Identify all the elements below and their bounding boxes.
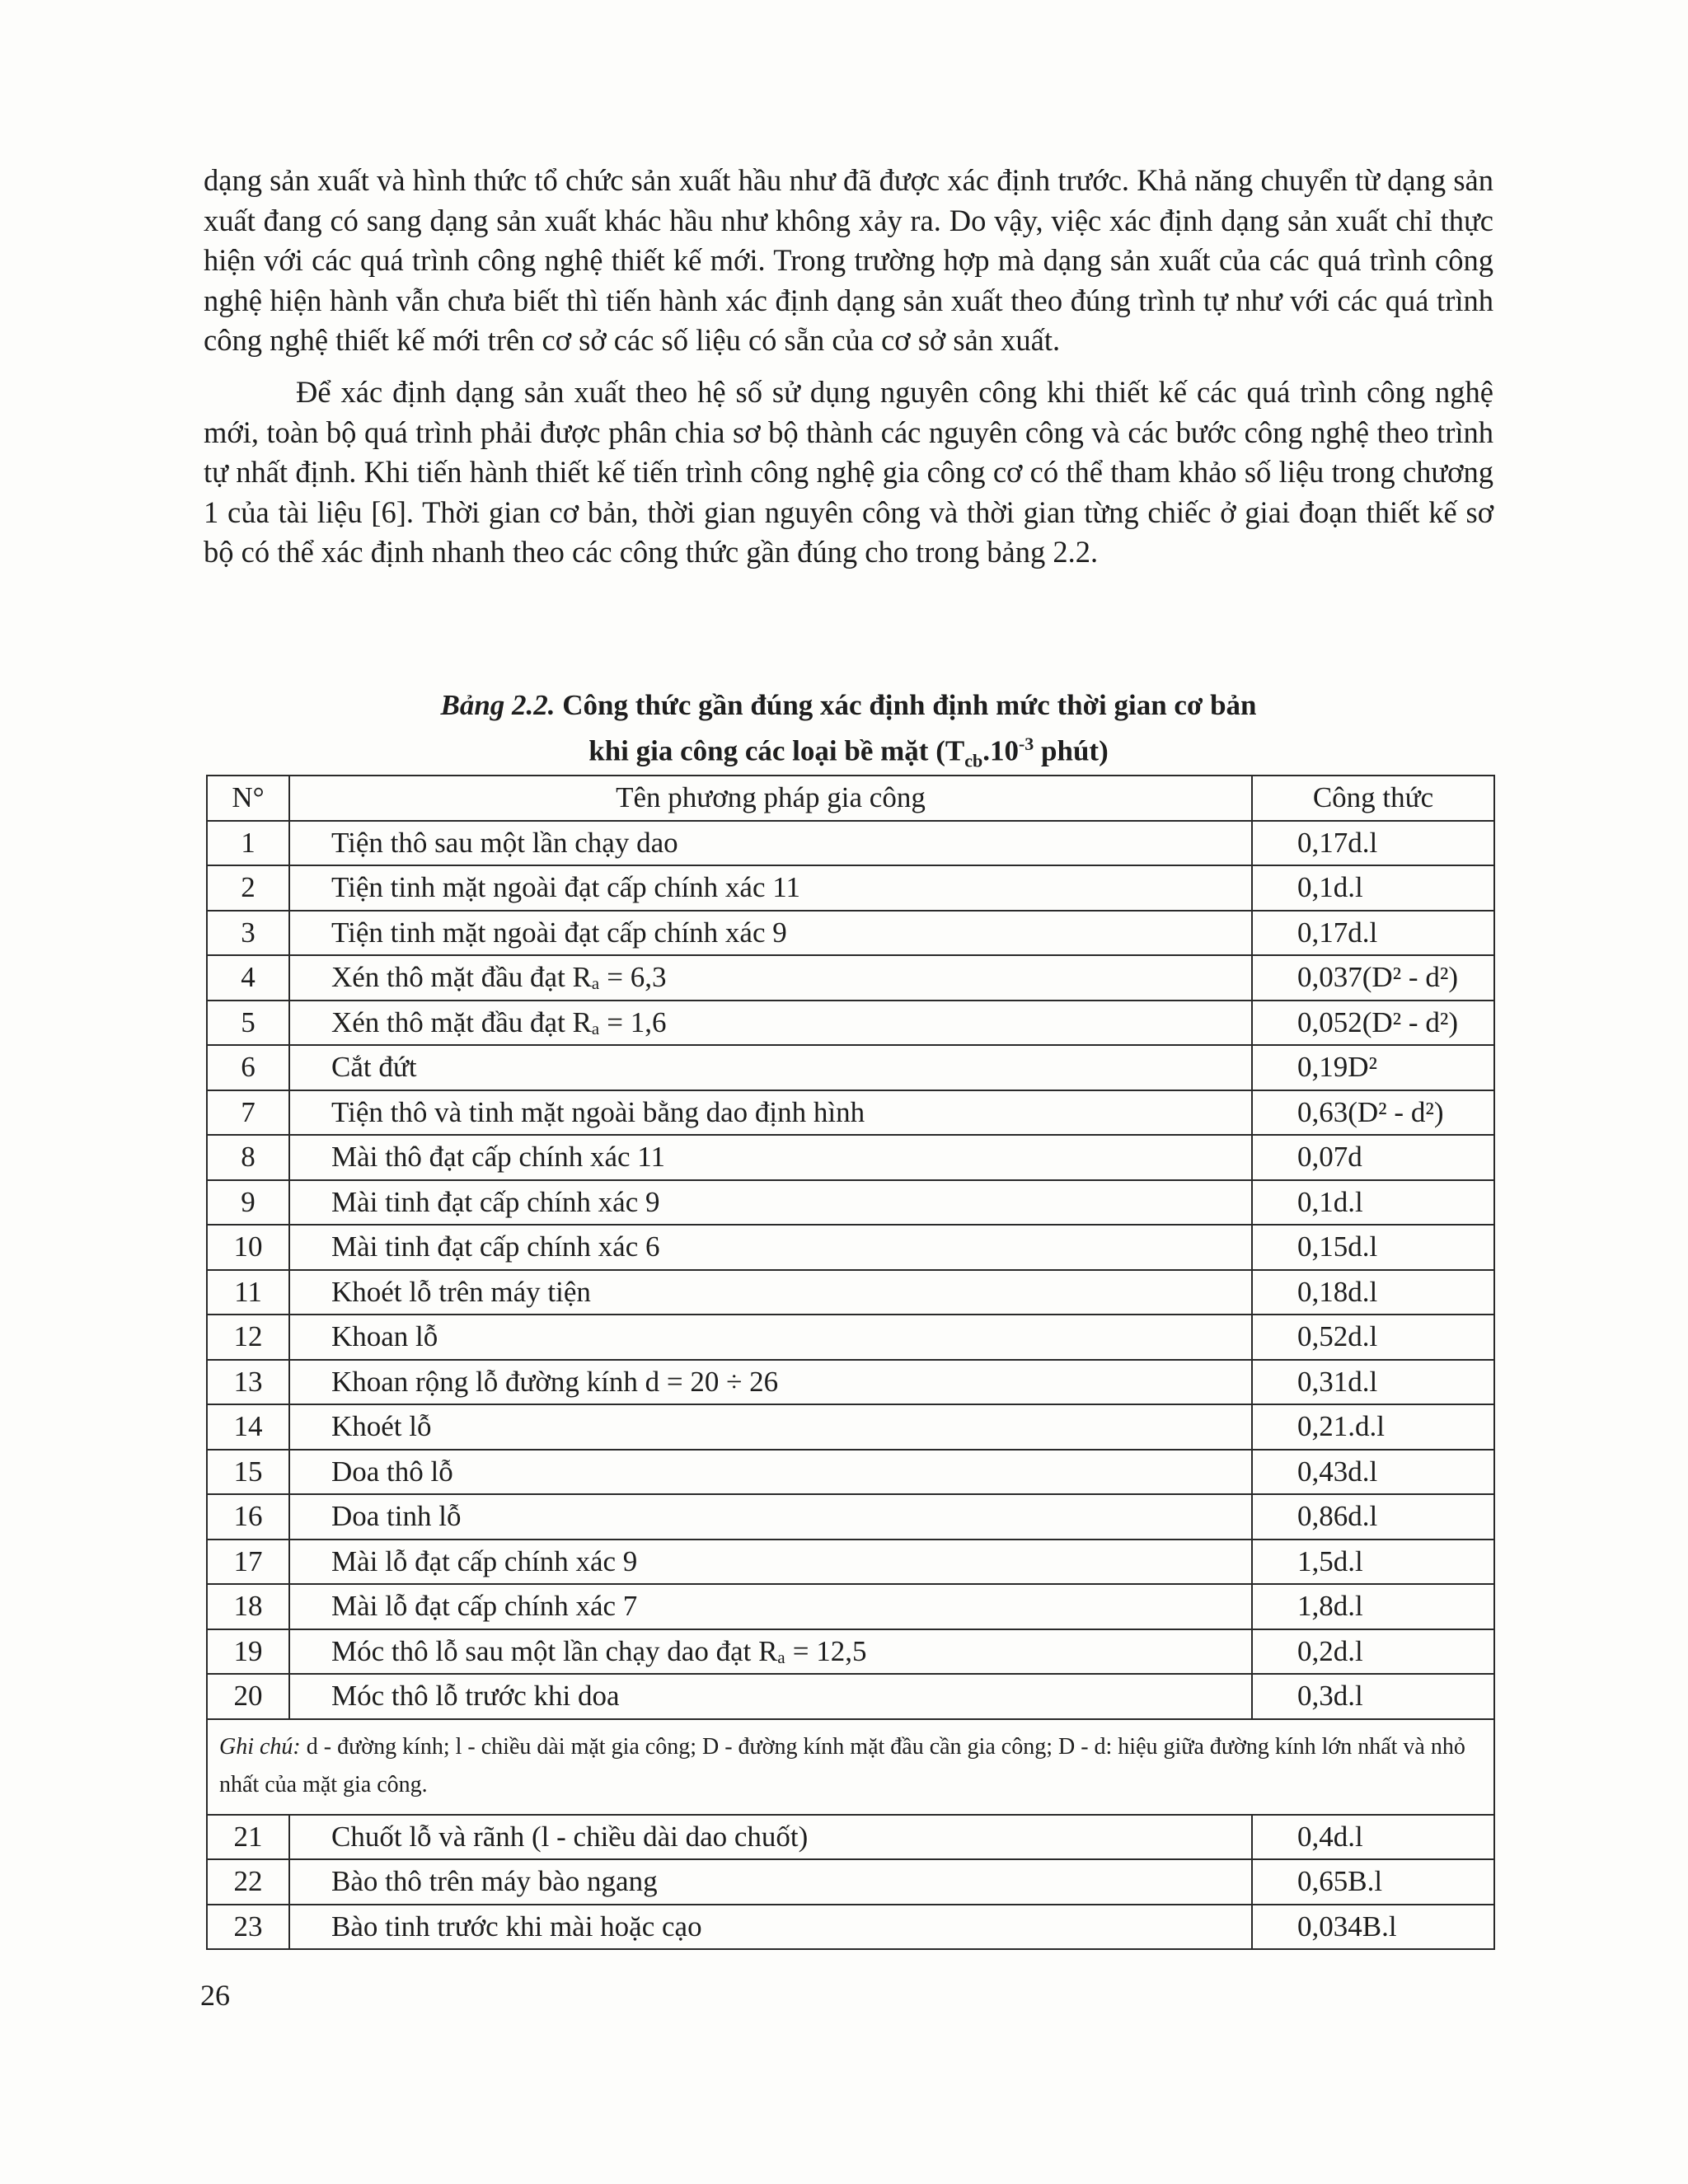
caption-title-2-pre: khi gia công các loại bề mặt (T bbox=[588, 734, 965, 767]
row-method: Tiện thô và tinh mặt ngoài bằng dao định hình bbox=[289, 1090, 1252, 1136]
row-number: 20 bbox=[207, 1674, 289, 1719]
table-row bbox=[207, 1270, 1494, 1315]
formula-table-container bbox=[206, 775, 1493, 1950]
row-number: 6 bbox=[207, 1045, 289, 1090]
row-method: Khoan lỗ bbox=[289, 1315, 1252, 1360]
note-text: d - đường kính; l - chiều dài mặt gia công; D - đường kính mặt đầu cần gia công; D - d: hiệu giữa đường kính lớn nhất và nhỏ nhất của mặt gia công. bbox=[219, 1733, 1465, 1797]
header-name: Tên phương pháp gia công bbox=[289, 776, 1252, 821]
table-row bbox=[207, 1315, 1494, 1360]
row-method: Khoan rộng lỗ đường kính d = 20 ÷ 26 bbox=[289, 1360, 1252, 1405]
row-number: 23 bbox=[207, 1905, 289, 1950]
row-method: Doa thô lỗ bbox=[289, 1450, 1252, 1495]
table-row bbox=[207, 1540, 1494, 1585]
table-row bbox=[207, 955, 1494, 1001]
row-method: Xén thô mặt đầu đạt Rₐ = 1,6 bbox=[289, 1001, 1252, 1046]
header-no: N° bbox=[207, 776, 289, 821]
row-method: Bào thô trên máy bào ngang bbox=[289, 1859, 1252, 1905]
row-formula: 0,86d.l bbox=[1252, 1494, 1494, 1540]
row-formula: 1,5d.l bbox=[1252, 1540, 1494, 1585]
row-formula: 0,3d.l bbox=[1252, 1674, 1494, 1719]
row-method: Tiện tinh mặt ngoài đạt cấp chính xác 11 bbox=[289, 865, 1252, 911]
row-formula: 0,19D² bbox=[1252, 1045, 1494, 1090]
row-formula: 0,18d.l bbox=[1252, 1270, 1494, 1315]
page-number: 26 bbox=[200, 1979, 230, 2012]
row-formula: 0,052(D² - d²) bbox=[1252, 1001, 1494, 1046]
row-number: 1 bbox=[207, 821, 289, 866]
row-formula: 0,17d.l bbox=[1252, 911, 1494, 956]
row-formula: 0,4d.l bbox=[1252, 1815, 1494, 1860]
row-formula: 0,037(D² - d²) bbox=[1252, 955, 1494, 1001]
row-number: 21 bbox=[207, 1815, 289, 1860]
row-formula: 0,31d.l bbox=[1252, 1360, 1494, 1405]
row-number: 5 bbox=[207, 1001, 289, 1046]
paragraph-2: Để xác định dạng sản xuất theo hệ số sử dụng nguyên công khi thiết kế các quá trình công nghệ mới, toàn bộ quá trình phải được phân chia sơ bộ thành các nguyên công và các bước công nghệ theo trình tự nhất định. Khi tiến hành thiết kế tiến trình công nghệ gia công cơ có thể tham khảo số liệu trong chương 1 của tài liệu [6]. Thời gian cơ bản, thời gian nguyên công và thời gian từng chiếc ở giai đoạn thiết kế sơ bộ có thể xác định nhanh theo các công thức gần đúng cho trong bảng 2.2. bbox=[204, 374, 1493, 569]
row-number: 15 bbox=[207, 1450, 289, 1495]
row-number: 3 bbox=[207, 911, 289, 956]
table-row bbox=[207, 1090, 1494, 1136]
caption-superscript: -3 bbox=[1018, 733, 1034, 754]
caption-subscript: cb bbox=[964, 750, 983, 771]
row-number: 4 bbox=[207, 955, 289, 1001]
row-method: Móc thô lỗ trước khi doa bbox=[289, 1674, 1252, 1719]
row-number: 16 bbox=[207, 1494, 289, 1540]
row-number: 7 bbox=[207, 1090, 289, 1136]
row-method: Doa tinh lỗ bbox=[289, 1494, 1252, 1540]
row-method: Khoét lỗ trên máy tiện bbox=[289, 1270, 1252, 1315]
table-row bbox=[207, 1135, 1494, 1180]
table-row bbox=[207, 1905, 1494, 1950]
row-method: Mài tinh đạt cấp chính xác 9 bbox=[289, 1180, 1252, 1226]
row-number: 10 bbox=[207, 1225, 289, 1270]
row-method: Tiện thô sau một lần chạy dao bbox=[289, 821, 1252, 866]
row-method: Bào tinh trước khi mài hoặc cạo bbox=[289, 1905, 1252, 1950]
table-row bbox=[207, 1584, 1494, 1629]
row-formula: 1,8d.l bbox=[1252, 1584, 1494, 1629]
formula-table bbox=[206, 775, 1495, 1950]
table-row bbox=[207, 1001, 1494, 1046]
table-row bbox=[207, 1674, 1494, 1719]
row-formula: 0,21.d.l bbox=[1252, 1404, 1494, 1450]
row-method: Móc thô lỗ sau một lần chạy dao đạt Rₐ = 12,5 bbox=[289, 1629, 1252, 1675]
row-formula: 0,52d.l bbox=[1252, 1315, 1494, 1360]
row-number: 14 bbox=[207, 1404, 289, 1450]
row-number: 11 bbox=[207, 1270, 289, 1315]
table-row bbox=[207, 911, 1494, 956]
row-method: Cắt đứt bbox=[289, 1045, 1252, 1090]
row-formula: 0,2d.l bbox=[1252, 1629, 1494, 1675]
row-formula: 0,07d bbox=[1252, 1135, 1494, 1180]
row-formula: 0,1d.l bbox=[1252, 865, 1494, 911]
caption-title-2-mid: .10 bbox=[982, 734, 1019, 767]
row-formula: 0,63(D² - d²) bbox=[1252, 1090, 1494, 1136]
note-label: Ghi chú: bbox=[219, 1733, 301, 1760]
table-caption bbox=[204, 686, 1493, 780]
row-formula: 0,1d.l bbox=[1252, 1180, 1494, 1226]
caption-line-1 bbox=[204, 686, 1493, 724]
table-header-row bbox=[207, 776, 1494, 821]
caption-number: Bảng 2.2. bbox=[440, 689, 556, 721]
caption-title-2-post: phút) bbox=[1034, 734, 1109, 767]
caption-title-1: Công thức gần đúng xác định định mức thời gian cơ bản bbox=[562, 689, 1257, 721]
row-number: 12 bbox=[207, 1315, 289, 1360]
caption-line-2 bbox=[204, 724, 1493, 780]
table-row bbox=[207, 865, 1494, 911]
table-row bbox=[207, 1450, 1494, 1495]
row-formula: 0,65B.l bbox=[1252, 1859, 1494, 1905]
row-method: Khoét lỗ bbox=[289, 1404, 1252, 1450]
paragraph-1: dạng sản xuất và hình thức tổ chức sản xuất hầu như đã được xác định trước. Khả năng chuyển từ dạng sản xuất đang có sang dạng sản xuất khác hầu như không xảy ra. Do vậy, việc xác định dạng sản xuất chỉ thực hiện với các quá trình công nghệ thiết kế mới. Trong trường hợp mà dạng sản xuất của các quá trình công nghệ hiện hành vẫn chưa biết thì tiến hành xác định dạng sản xuất theo đúng trình tự như với các quá trình công nghệ thiết kế mới trên cơ sở các số liệu có sẵn của cơ sở sản xuất. bbox=[204, 163, 1493, 358]
row-number: 8 bbox=[207, 1135, 289, 1180]
row-method: Mài lỗ đạt cấp chính xác 7 bbox=[289, 1584, 1252, 1629]
row-formula: 0,43d.l bbox=[1252, 1450, 1494, 1495]
table-row bbox=[207, 1815, 1494, 1860]
row-method: Mài tinh đạt cấp chính xác 6 bbox=[289, 1225, 1252, 1270]
table-note bbox=[207, 1719, 1494, 1815]
table-body bbox=[207, 821, 1494, 1950]
row-number: 9 bbox=[207, 1180, 289, 1226]
row-number: 19 bbox=[207, 1629, 289, 1675]
table-row bbox=[207, 821, 1494, 866]
row-number: 2 bbox=[207, 865, 289, 911]
row-number: 22 bbox=[207, 1859, 289, 1905]
row-number: 17 bbox=[207, 1540, 289, 1585]
header-formula: Công thức bbox=[1252, 776, 1494, 821]
row-method: Mài thô đạt cấp chính xác 11 bbox=[289, 1135, 1252, 1180]
table-row bbox=[207, 1180, 1494, 1226]
table-row bbox=[207, 1360, 1494, 1405]
body-text bbox=[204, 161, 1493, 584]
row-formula: 0,15d.l bbox=[1252, 1225, 1494, 1270]
table-note-row bbox=[207, 1719, 1494, 1815]
table-row bbox=[207, 1404, 1494, 1450]
row-formula: 0,034B.l bbox=[1252, 1905, 1494, 1950]
table-row bbox=[207, 1494, 1494, 1540]
table-row bbox=[207, 1859, 1494, 1905]
table-row bbox=[207, 1629, 1494, 1675]
table-row bbox=[207, 1045, 1494, 1090]
row-number: 18 bbox=[207, 1584, 289, 1629]
row-number: 13 bbox=[207, 1360, 289, 1405]
row-method: Chuốt lỗ và rãnh (l - chiều dài dao chuốt) bbox=[289, 1815, 1252, 1860]
row-method: Tiện tinh mặt ngoài đạt cấp chính xác 9 bbox=[289, 911, 1252, 956]
row-method: Mài lỗ đạt cấp chính xác 9 bbox=[289, 1540, 1252, 1585]
row-formula: 0,17d.l bbox=[1252, 821, 1494, 866]
row-method: Xén thô mặt đầu đạt Rₐ = 6,3 bbox=[289, 955, 1252, 1001]
table-row bbox=[207, 1225, 1494, 1270]
